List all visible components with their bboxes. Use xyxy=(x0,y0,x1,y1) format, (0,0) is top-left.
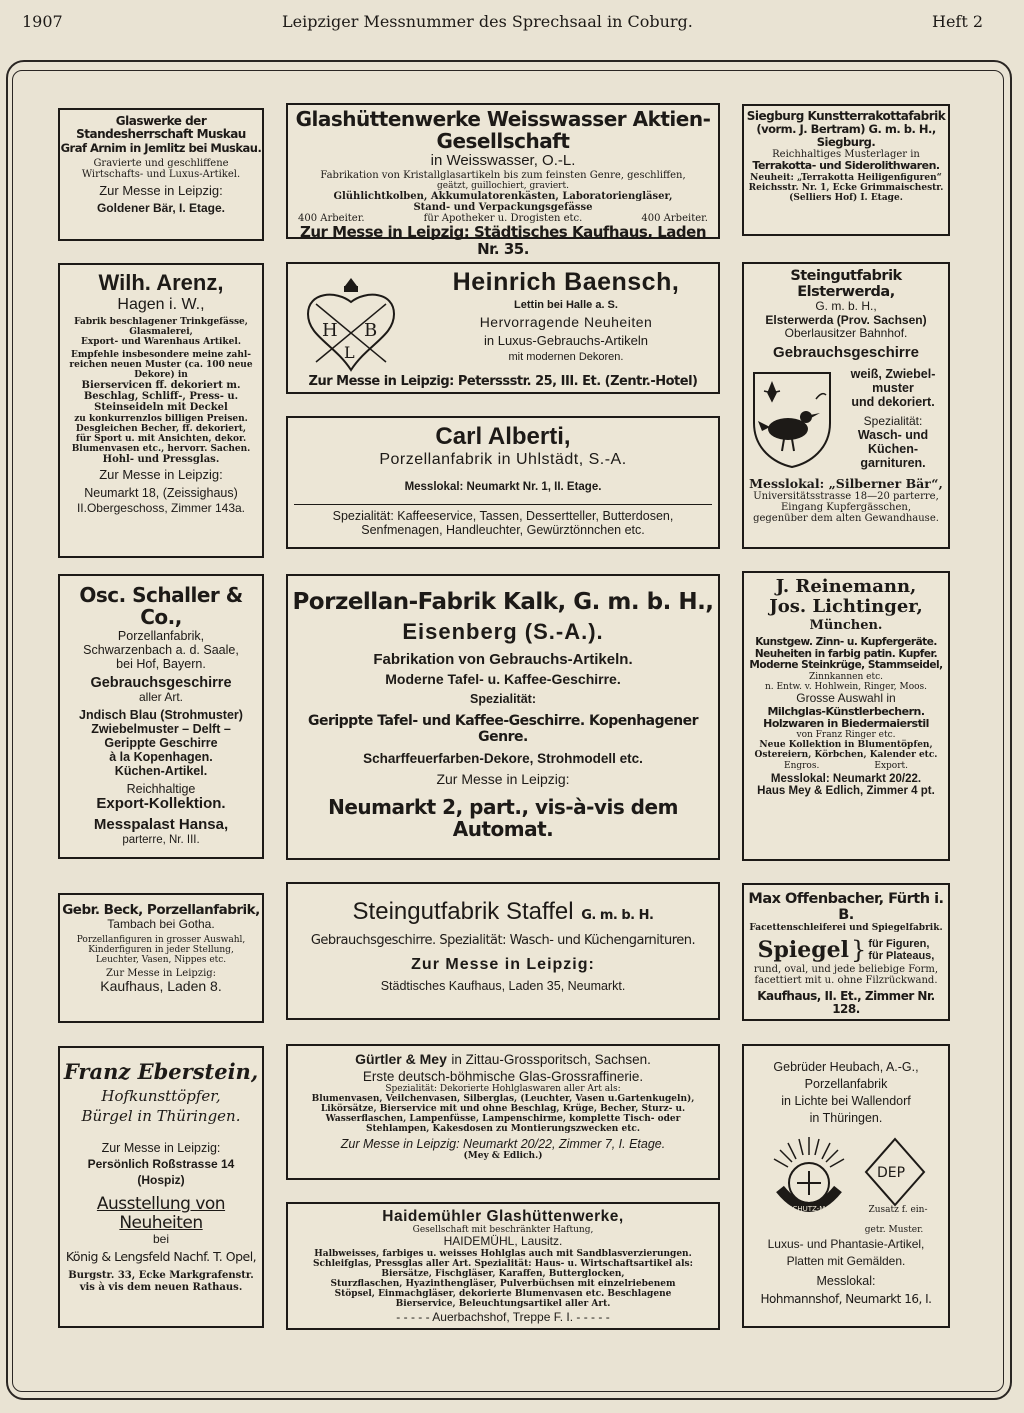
ad-line: Porzellanfiguren in grosser Auswahl, xyxy=(76,934,246,945)
ad-line: n. Entw. v. Hohlwein, Ringer, Moos. xyxy=(764,682,928,693)
ad-line: Wasch- und xyxy=(857,428,929,443)
ad-line: für Figuren, xyxy=(868,937,930,950)
ad-title: Wilh. Arenz, xyxy=(98,270,224,295)
ad-siegburg xyxy=(742,104,950,236)
ad-line: Zur Messe in Leipzig: xyxy=(99,467,223,483)
ad-line: Reichsstr. Nr. 1, Ecke Grimmaischestr. xyxy=(748,182,944,193)
ad-line: Messlokal: Neumarkt Nr. 1, II. Etage. xyxy=(404,480,602,493)
ad-line: Kaufhaus, Laden 8. xyxy=(100,977,222,994)
ad-line: Glaswerke der xyxy=(115,114,207,128)
ad-line: Steinseideln mit Deckel xyxy=(94,402,228,414)
ad-line: in Zittau-Grossporitsch, Sachsen. xyxy=(451,1052,651,1067)
ad-line: Zinnkannen etc. xyxy=(809,672,883,683)
ad-line: Neumarkt 18, (Zeissighaus) xyxy=(84,485,238,500)
ad-arenz xyxy=(58,263,264,558)
monogram-letter: L xyxy=(344,343,355,362)
ad-title: Gürtler & Mey xyxy=(355,1051,447,1067)
ad-line: Lettin bei Halle a. S. xyxy=(514,299,618,311)
ad-line: 400 Arbeiter. xyxy=(641,213,708,225)
ad-line: Senfmenagen, Handleuchter, Gewürztönnchen etc. xyxy=(361,522,645,537)
ad-line: für Plateaus, xyxy=(868,949,935,962)
ad-title-row xyxy=(288,898,718,926)
ad-beck xyxy=(58,893,264,1023)
ad-line: in Thüringen. xyxy=(809,1111,883,1125)
ad-line: Städtisches Kaufhaus, Laden 35, Neumarkt. xyxy=(380,979,626,994)
page-header xyxy=(0,0,1024,40)
trademark-label: SCHUTZ-MARKE xyxy=(788,1205,844,1213)
ad-line: Standesherrschaft Muskau xyxy=(76,127,246,142)
ad-line: Küchen-Artikel. xyxy=(114,764,208,779)
ad-line: Moderne Tafel- u. Kaffee-Geschirre. xyxy=(385,671,621,688)
ad-line: II.Obergeschoss, Zimmer 143a. xyxy=(76,500,246,515)
ad-line: bei xyxy=(152,1232,169,1247)
ad-line: Biersätze, Fischgläser, Karaffen, Butterglocken, xyxy=(381,1269,625,1280)
ad-line: Erste deutsch-böhmische Glas-Grossraffinerie. xyxy=(362,1068,644,1084)
ad-line: Hohmannshof, Neumarkt 16, I. xyxy=(760,1291,932,1306)
ad-line: Bürgel in Thüringen. xyxy=(81,1107,241,1126)
ad-line: Porzellanfabrik in Uhlstädt, S.-A. xyxy=(379,450,627,468)
ad-line: Zusatz f. ein- xyxy=(868,1205,928,1215)
ad-line: Fabrikation von Kristallglasartikeln bis zum feinsten Genre, geschliffen, xyxy=(320,169,686,181)
ad-line: Spezialität: Dekorierte Hohlglaswaren aller Art als: xyxy=(385,1083,621,1094)
ad-line: Luxus- und Phantasie-Artikel, xyxy=(767,1237,925,1252)
ad-line: Zur Messe in Leipzig: xyxy=(411,956,595,974)
ad-line: Burgstr. 33, Ecke Markgrafenstr. xyxy=(68,1270,254,1282)
ad-line: Schleifglas, Pressglas aller Art. Spezialität: Haus- u. Wirtschaftsartikel als: xyxy=(313,1258,693,1269)
ad-line: Wirtschafts- und Luxus-Artikel. xyxy=(81,168,241,180)
ad-muskau xyxy=(58,108,264,241)
ad-line: Grosse Auswahl in xyxy=(796,691,896,706)
ad-line: Goldener Bär, I. Etage. xyxy=(96,200,226,215)
issue-number: Heft 2 xyxy=(932,12,984,31)
ad-line: Bierservice, Beleuchtungsartikel aller Art. xyxy=(395,1299,611,1310)
ad-line: Spezialität: xyxy=(470,691,536,706)
ad-title: Max Offenbacher, Fürth i. B. xyxy=(748,891,944,924)
ad-line: Messlokal: „Silberner Bär“, xyxy=(749,475,943,491)
page-year: 1907 xyxy=(22,12,63,31)
ad-haidemuehl xyxy=(286,1202,720,1330)
ad-elsterwerda xyxy=(742,262,950,549)
ad-line: Hofkunsttöpfer, xyxy=(101,1086,221,1105)
ad-line: G. m. b. H., xyxy=(815,299,877,314)
ad-line: Oberlausitzer Bahnhof. xyxy=(784,326,908,341)
ad-line: Zur Messe in Leipzig: xyxy=(105,967,217,979)
ad-line: gegenüber dem alten Gewandhause. xyxy=(753,512,939,524)
ad-line: Bierservicen ff. dekoriert m. xyxy=(81,380,241,391)
ad-line: (vorm. J. Bertram) G. m. b. H., xyxy=(756,122,936,137)
ad-line: Zur Messe in Leipzig: xyxy=(436,771,570,788)
ad-line: in Lichte bei Wallendorf xyxy=(781,1094,911,1108)
monogram-letter: H xyxy=(322,320,338,341)
ad-line: (Mey & Edlich.) xyxy=(463,1151,543,1162)
sunburst-trademark-icon xyxy=(764,1133,854,1223)
ad-line: für Sport u. mit Ansichten, dekor. xyxy=(75,433,247,444)
ad-line: Facettenschleiferei und Spiegelfabrik. xyxy=(749,923,943,934)
ad-line: Kaufhaus, II. Et., Zimmer Nr. 128. xyxy=(757,988,935,1017)
ad-line: Zur Messe in Leipzig: Städtisches Kaufhaus, Laden Nr. 35. xyxy=(299,223,707,259)
ad-line: Holzwaren in Biedermaierstil xyxy=(763,717,929,731)
ad-line: Blumenvasen, Veilchenvasen, Silberglas, (Leuchter, Vasen u.Gartenkugeln), xyxy=(311,1093,695,1104)
ad-line: Export- und Warenhaus Artikel. xyxy=(81,336,241,347)
ad-line: Küchen- xyxy=(868,442,918,457)
ad-line: Messlokal: xyxy=(816,1273,876,1288)
ad-line: Wasserflaschen, Lampenfüsse, Lampenschirme, komplette Tisch- oder xyxy=(325,1114,681,1125)
ad-line: Reichhaltiges Musterlager in xyxy=(772,149,920,161)
ad-line: geätzt, guillochiert, graviert. xyxy=(437,180,569,191)
ad-title: Porzellan-Fabrik Kalk, G. m. b. H., xyxy=(292,589,714,615)
ad-line: Beschlag, Schliff-, Press- u. xyxy=(83,391,239,403)
ad-line: (Selliers Hof) I. Etage. xyxy=(789,192,903,203)
ad-title-row xyxy=(288,1052,718,1069)
ad-line: Universitätsstrasse 18—20 parterre, xyxy=(753,490,939,502)
ad-line: Glasmalerei, xyxy=(129,326,193,337)
ad-line: Moderne Steinkrüge, Stammseidel, xyxy=(749,659,943,672)
dep-diamond-icon xyxy=(864,1137,926,1207)
ad-line: zu konkurrenzlos billigen Preisen. xyxy=(74,413,248,424)
ad-line: Siegburg Kunstterrakottafabrik xyxy=(746,109,946,123)
ad-line: Messpalast Hansa, xyxy=(93,816,229,834)
ad-line: Gerippte Geschirre xyxy=(104,736,218,751)
ad-line: 400 Arbeiter. xyxy=(298,213,365,225)
ad-line: Milchglas-Künstlerbechern. xyxy=(767,704,925,718)
ad-line: Stand- und Verpackungsgefässe xyxy=(413,202,593,214)
ad-line: Neue Kollektion in Blumentöpfen, xyxy=(759,740,933,751)
ad-title: Osc. Schaller & Co., xyxy=(79,583,243,630)
ad-line: von Franz Ringer etc. xyxy=(796,730,896,741)
ad-title: Jos. Lichtinger, xyxy=(769,596,923,618)
ad-alberti xyxy=(286,416,720,549)
ad-line: Leuchter, Vasen, Nippes etc. xyxy=(95,954,227,965)
ad-line: bei Hof, Bayern. xyxy=(116,656,206,671)
ad-title: Carl Alberti, xyxy=(435,423,571,450)
ad-line: Gebrauchsgeschirre xyxy=(773,343,919,361)
ad-line: Siegburg. xyxy=(816,135,876,150)
ad-line: Schwarzenbach a. d. Saale, xyxy=(83,642,239,657)
ad-baensch xyxy=(286,262,720,394)
ad-line: Hagen i. W., xyxy=(117,295,205,313)
ad-weisswasser xyxy=(286,103,720,259)
ad-line: Jndisch Blau (Strohmuster) xyxy=(79,708,243,723)
ad-line: Hervorragende Neuheiten xyxy=(479,314,653,331)
ad-line: Scharffeuerfarben-Dekore, Strohmodell etc. xyxy=(363,751,643,767)
ad-line: Reichhaltige xyxy=(126,782,196,797)
ad-line: in Luxus-Gebrauchs-Artikeln xyxy=(483,332,649,348)
ad-line: Spezialität: xyxy=(863,413,923,428)
ad-line: Platten mit Gemälden. xyxy=(786,1253,906,1268)
ad-line: Haus Mey & Edlich, Zimmer 4 pt. xyxy=(757,785,935,798)
ad-line: Porzellanfabrik, xyxy=(117,628,205,643)
ad-staffel xyxy=(286,882,720,1020)
ad-line: Kinderfiguren in jeder Stellung, xyxy=(88,944,234,955)
ad-line: Graf Arnim in Jemlitz bei Muskau. xyxy=(60,140,262,155)
ad-line: Sturzflaschen, Hyazinthengläser, Pulverbüchsen mit einzelriebenem xyxy=(330,1279,676,1290)
ad-line: Stöpsel, Einmachgläser, dekorierte Blumenvasen etc. Beschlagene xyxy=(334,1289,672,1300)
ad-line: Spiegel xyxy=(757,936,850,963)
ad-line: Terrakotta- und Siderolithwaren. xyxy=(752,159,940,173)
ad-line: und dekoriert. xyxy=(851,394,935,409)
ad-line: Gesellschaft mit beschränkter Haftung, xyxy=(412,1225,594,1236)
ad-line: Engros. xyxy=(784,760,820,771)
ad-line: - - - - - Auerbachshof, Treppe F. I. - - - - - xyxy=(396,1310,610,1325)
ad-schaller xyxy=(58,574,264,859)
ad-line: Spezialität: Kaffeeservice, Tassen, Dessertteller, Butterdosen, xyxy=(332,508,674,523)
ad-eberstein xyxy=(58,1046,264,1328)
ad-line: aller Art. xyxy=(138,690,183,705)
ad-heubach xyxy=(742,1044,950,1328)
ad-line: Neuheiten in farbig patin. Kupfer. xyxy=(754,647,938,660)
ad-line: König & Lengsfeld Nachf. T. Opel, xyxy=(65,1249,257,1265)
ad-line: Glühlichtkolben, Akkumulatorenkästen, Laboratoriengläser, xyxy=(333,190,673,202)
ad-title: Gebr. Beck, Porzellanfabrik, xyxy=(62,902,260,918)
ad-title: Franz Eberstein, xyxy=(63,1059,259,1084)
ad-title: Steingutfabrik Elsterwerda, xyxy=(790,268,902,301)
ad-title: Gebrüder Heubach, A.-G., xyxy=(773,1060,919,1074)
ad-line: facettiert mit u. ohne Filzrückwand. xyxy=(754,974,938,986)
ad-title: Heinrich Baensch, xyxy=(452,268,680,296)
ad-line: weiß, Zwiebel- xyxy=(850,366,936,381)
monogram-letter: B xyxy=(364,320,378,341)
ad-line: Zur Messe in Leipzig: xyxy=(101,1141,221,1156)
ad-line: parterre, Nr. III. xyxy=(122,834,200,847)
ad-line: Gebrauchsgeschirre xyxy=(90,674,232,691)
ad-line: muster xyxy=(872,380,914,395)
ad-line: Halbweisses, farbiges u. weisses Hohlglas auch mit Sandblasverzierungen. xyxy=(314,1248,692,1259)
ad-line: Zur Messe in Leipzig: Peterssstr. 25, III. Et. (Zentr.-Hotel) xyxy=(308,374,698,390)
ad-kalk xyxy=(286,574,720,860)
ad-line: Empfehle insbesondere meine zahl- xyxy=(70,349,252,360)
ad-line: Zwiebelmuster – Delft – xyxy=(91,722,231,737)
ad-line: HAIDEMÜHL, Lausitz. xyxy=(443,1234,563,1249)
ad-line: Kunstgew. Zinn- u. Kupfergeräte. xyxy=(755,635,937,648)
ad-line: Ausstellung von Neuheiten xyxy=(96,1193,226,1234)
ad-line: Hohl- und Pressglas. xyxy=(102,453,220,465)
ad-line: Zur Messe in Leipzig: xyxy=(99,183,223,199)
ad-line: (Hospiz) xyxy=(137,1172,185,1187)
ad-line: Gravierte und geschliffene xyxy=(93,157,229,169)
ad-title: J. Reinemann, xyxy=(775,576,917,597)
dep-label: DEP xyxy=(877,1165,906,1181)
ad-title: Haidemühler Glashüttenwerke, xyxy=(382,1208,624,1225)
ad-line: Fabrikation von Gebrauchs-Artikeln. xyxy=(373,651,633,669)
ad-line: garnituren. xyxy=(860,456,926,471)
ad-line: Persönlich Roßstrasse 14 xyxy=(87,1157,235,1172)
ad-line: Gerippte Tafel- und Kaffee-Geschirre. Kopenhagener Genre. xyxy=(307,712,699,745)
ad-line: à la Kopenhagen. xyxy=(109,750,213,765)
ad-offenbacher: Max Offenbacher, Fürth i. B. Facettenschleiferei und Spiegelfabrik. Spiegel } für Figuren, für Plateaus, rund, oval, und jede beliebige Form, facettiert mit u. ohne Filzrückwand. Kaufhaus, II. Et., Zimmer Nr. 128. xyxy=(742,883,950,1021)
ad-line: Stehlampen, Kakesdosen zu Montierungszwecken etc. xyxy=(366,1124,640,1135)
ad-line: vis à vis dem neuen Rathaus. xyxy=(79,1281,243,1293)
ad-line: Messlokal: Neumarkt 20/22. xyxy=(770,772,922,785)
ad-engros-row xyxy=(744,761,948,771)
journal-title: Leipziger Messnummer des Sprechsaal in Coburg. xyxy=(282,12,693,31)
ad-line: mit modernen Dekoren. xyxy=(508,350,624,363)
ad-line: Porzellanfabrik xyxy=(804,1077,888,1091)
ad-line: Tambach bei Gotha. xyxy=(107,917,215,932)
ad-line: rund, oval, und jede beliebige Form, xyxy=(753,963,939,975)
ad-line: München. xyxy=(809,618,883,634)
ad-title: Glashüttenwerke Weisswasser Aktien-Gesellschaft xyxy=(295,107,711,154)
bird-shield-icon xyxy=(750,369,834,469)
ad-line: Desgleichen Becher, ff. dekoriert, xyxy=(75,423,247,434)
ad-line: Export. xyxy=(874,760,908,771)
ad-line: Neumarkt 2, part., vis-à-vis dem Automat. xyxy=(328,794,678,842)
ad-line: reichen neuen Muster (ca. 100 neue xyxy=(69,359,253,370)
ad-line: G. m. b. H. xyxy=(581,908,654,923)
ad-line: Eisenberg (S.-A.). xyxy=(402,618,604,644)
ad-guertler xyxy=(286,1044,720,1180)
ad-line: Likörsätze, Bierservice mit und ohne Beschlag, Krüge, Becher, Sturz- u. xyxy=(320,1103,686,1114)
ad-line: für Apotheker u. Drogisten etc. xyxy=(423,213,583,225)
ad-title: Steingutfabrik Staffel xyxy=(352,898,574,925)
ad-line: Ostereiern, Körbchen, Kalender etc. xyxy=(754,750,938,761)
ad-line: Elsterwerda (Prov. Sachsen) xyxy=(765,312,927,327)
monogram-icon xyxy=(296,274,406,378)
ad-line: Neuheit: „Terrakotta Heiligenfiguren“ xyxy=(750,172,942,183)
ad-line: Fabrik beschlagener Trinkgefässe, xyxy=(74,316,248,327)
ad-reinemann xyxy=(742,571,950,861)
ad-line: Zur Messe in Leipzig: Neumarkt 20/22, Zimmer 7, I. Etage. xyxy=(340,1137,666,1152)
ad-line: Export-Kollektion. xyxy=(96,795,226,813)
divider xyxy=(294,504,712,505)
ad-line: in Weisswasser, O.-L. xyxy=(430,151,576,169)
ad-line: Blumenvasen etc., hervorr. Sachen. xyxy=(71,443,251,454)
ad-line: Gebrauchsgeschirre. Spezialität: Wasch- und Küchengarnituren. xyxy=(310,932,696,948)
baensch-logo xyxy=(296,274,406,378)
ad-line: Eingang Kupfergässchen, xyxy=(780,501,912,513)
ad-line: Dekore) in xyxy=(134,369,188,380)
ad-line: getr. Muster. xyxy=(864,1225,924,1235)
